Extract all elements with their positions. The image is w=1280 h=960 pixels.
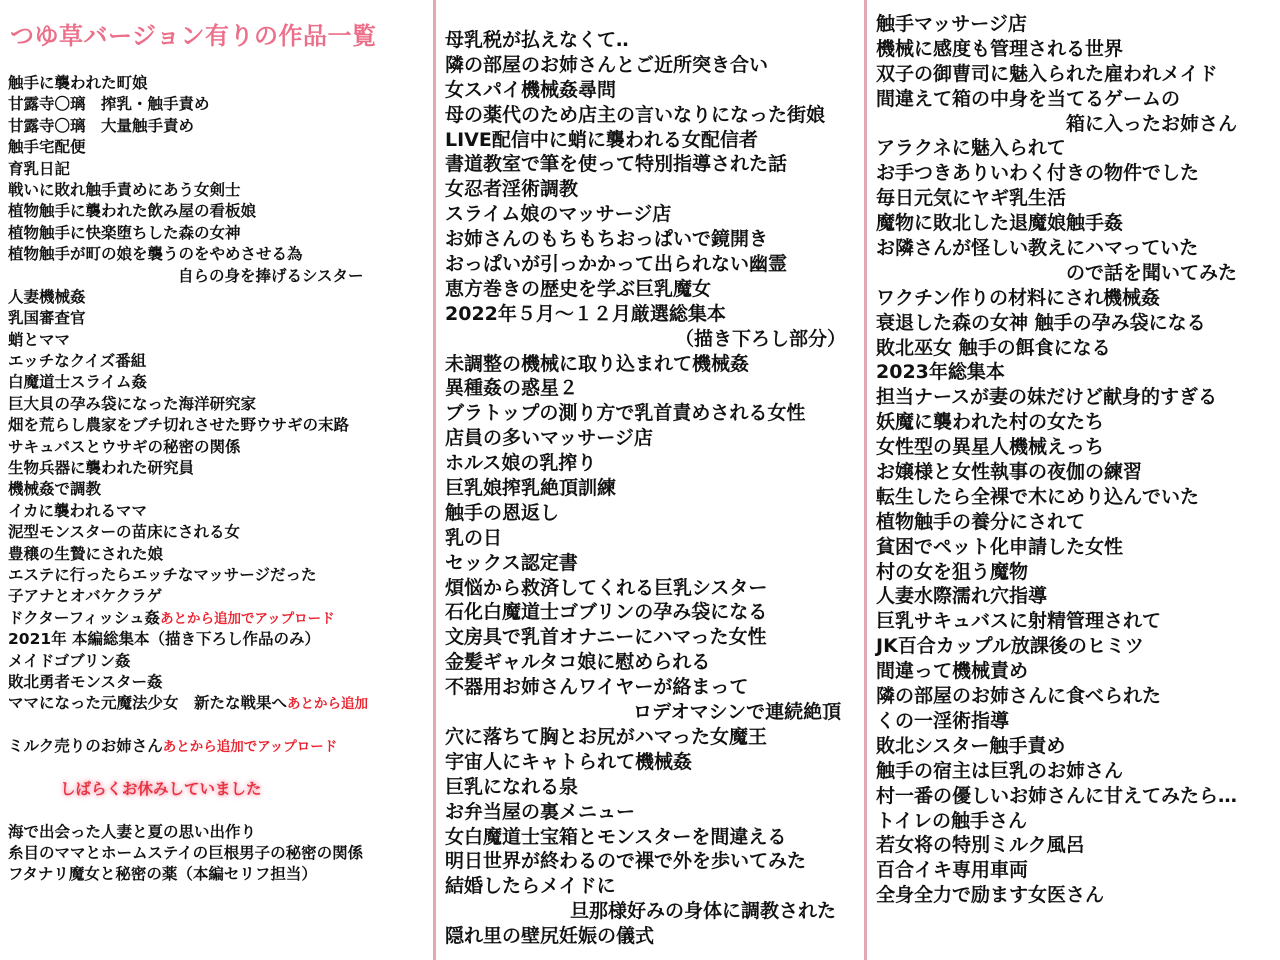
list-item [445,78,846,103]
work-title: 結婚したらメイドに [445,875,616,898]
works-list-1 [8,73,368,886]
list-item [8,565,368,586]
list-item [445,177,846,202]
list-item [445,501,846,526]
list-item [445,825,846,850]
list-item [445,899,846,924]
work-title: 機械姦で調教 [8,480,102,499]
list-item [445,700,846,725]
work-title: お隣さんが怪しい教えにハマっていた [876,237,1199,260]
work-title: 全身全力で励ます女医さん [876,884,1105,907]
work-title: 担当ナースが妻の妹だけど献身的すぎる [876,386,1218,409]
list-item [876,784,1237,809]
column-3 [867,0,1280,960]
list-item [876,435,1237,460]
work-title: 貧困でペット化申請した女性 [876,535,1124,558]
list-item [445,600,846,625]
work-title: 甘露寺〇璃 搾乳・触手責め [8,95,210,114]
list-item [445,526,846,551]
upload-note: あとから追加でアップロード [162,739,338,756]
list-item [445,128,846,153]
list-item [876,883,1237,908]
list-item [876,535,1237,560]
work-title: 巨乳になれる泉 [445,775,579,798]
list-item [8,159,368,180]
work-title: 人妻機械姦 [8,287,86,306]
work-title: 双子の御曹司に魅入られた雇われメイド [876,62,1218,85]
spacer [8,758,368,779]
work-title: 文房具で乳首オナニーにハマった女性 [445,626,767,649]
list-item [445,775,846,800]
work-title: 植物触手の養分にされて [876,510,1086,533]
list-item [876,684,1237,709]
work-title: 未調整の機械に取り込まれて機械姦 [445,352,750,375]
upload-note: あとから追加でアップロード [160,610,335,627]
work-title: 触手の宿主は巨乳のお姉さん [876,759,1124,782]
spacer [8,800,368,821]
work-title: セックス認定書 [445,551,578,574]
work-title: 植物触手が町の娘を襲うのをやめさせる為 [8,245,303,264]
list-item [876,410,1237,435]
work-title: アラクネに魅入られて [876,137,1066,160]
list-item [445,28,846,53]
list-item [8,94,368,115]
column-divider [433,0,436,960]
list-item [8,287,368,308]
list-item [445,650,846,675]
list-item [8,544,368,565]
list-item [8,608,368,629]
work-title: お弁当屋の裏メニュー [445,800,636,823]
list-item [876,261,1237,286]
list-item [8,266,368,287]
list-item [445,53,846,78]
work-title: 女性型の異星人機械えっち [876,436,1105,459]
work-title: 間違って機械責め [876,660,1029,683]
work-title: 巨乳サキュバスに射精管理されて [876,610,1162,633]
list-item [8,180,368,201]
work-title: 隣の部屋のお姉さんに食べられた [876,685,1162,708]
list-item [445,202,846,227]
list-item [8,415,368,436]
work-title: 泥型モンスターの苗床にされる女 [8,523,241,542]
work-title: 敗北シスター触手責め [876,734,1066,757]
work-title: 植物触手に襲われた飲み屋の看板娘 [8,202,257,221]
work-title: 転生したら全裸で木にめり込んでいた [876,485,1200,508]
work-title: 乳国審査官 [8,309,86,328]
column-2 [437,0,863,960]
work-title: 2021年 本編総集本（描き下ろし作品のみ） [8,630,321,649]
work-title: 煩悩から救済してくれる巨乳シスター [445,576,768,599]
work-title: （描き下ろし部分） [675,327,847,350]
list-item [445,551,846,576]
work-title: トイレの触手さん [876,809,1028,832]
work-title: 子アナとオバケクラゲ [8,587,163,606]
list-item [8,629,368,650]
work-title: 百合イキ専用車両 [876,859,1029,882]
works-list-3 [876,12,1237,908]
list-item [876,12,1237,37]
list-item [876,161,1237,186]
list-item [876,809,1237,834]
list-item [445,376,846,401]
list-item [8,73,368,94]
list-item [8,651,368,672]
list-item [445,327,846,352]
list-item [876,510,1237,535]
list-item [876,609,1237,634]
work-title: 穴に落ちて胸とお尻がハマった女魔王 [445,725,768,748]
work-title: 育乳日記 [8,159,71,178]
work-title: エッチなクイズ番組 [8,352,147,371]
work-title: 豊穣の生贄にされた娘 [8,544,164,563]
work-title: 妖魔に襲われた村の女たち [876,411,1105,434]
work-title: 触手の恩返し [445,501,560,524]
work-title: 母の薬代のため店主の言いなりになった街娘 [445,103,826,126]
list-item [8,394,368,415]
work-title: 畑を荒らし農家をブチ切れさせた野ウサギの末路 [8,416,350,435]
work-title: 店員の多いマッサージ店 [445,427,653,450]
column-1 [0,0,433,960]
work-title: 乳の日 [445,526,503,549]
list-item [876,87,1237,112]
work-title: 女白魔道士宝箱とモンスターを間違える [445,825,787,848]
work-title: ホルス娘の乳搾り [445,452,597,475]
list-item [445,874,846,899]
list-item [876,560,1237,585]
list-item [876,833,1237,858]
work-title: 2023年総集本 [876,361,1005,384]
work-title: 戦いに敗れ触手責めにあう女剣士 [8,180,241,199]
work-title: 恵方巻きの歴史を学ぶ巨乳魔女 [445,277,712,300]
work-title: 巨乳娘搾乳絶頂訓練 [445,477,617,500]
work-title: 若女将の特別ミルク風呂 [876,834,1085,857]
work-title: 村の女を狙う魔物 [876,560,1029,583]
list-item [8,330,368,351]
list-item [8,116,368,137]
work-title: 女スパイ機械姦尋問 [445,78,617,101]
work-title: 植物触手に快楽堕ちした森の女神 [8,223,241,242]
work-title: 自らの身を捧げるシスター [178,266,364,285]
work-title: 明日世界が終わるので裸で外を歩いてみた [445,850,807,873]
work-title: 魔物に敗北した退魔娘触手姦 [876,212,1124,235]
list-item [445,152,846,177]
list-item [876,759,1237,784]
spacer [8,715,368,736]
work-title: 2022年５月～１２月厳選総集本 [445,302,726,325]
list-item [8,693,368,714]
list-item [445,451,846,476]
work-title: 女忍者淫術調教 [445,178,579,201]
work-title: 隣の部屋のお姉さんとご近所突き合い [445,53,769,76]
list-item [8,822,368,843]
work-title: 人妻水際濡れ穴指導 [876,585,1048,608]
work-title: 村一番の優しいお姉さんに甘えてみたら… [876,784,1238,807]
list-item [445,352,846,377]
list-item [8,864,368,885]
list-item [445,252,846,277]
list-item [8,736,368,757]
list-item [8,586,368,607]
list-item [445,750,846,775]
list-item [8,372,368,393]
work-title: メイドゴブリン姦 [8,651,131,670]
work-title: 蛸とママ [8,330,71,349]
work-title: 触手マッサージ店 [876,13,1027,35]
list-item [876,286,1237,311]
work-title: 白魔道士スライム姦 [8,373,148,392]
list-item [8,843,368,864]
list-item [8,351,368,372]
work-title: ロデオマシンで連続絶頂 [633,701,842,724]
list-item [876,62,1237,87]
list-item [445,302,846,327]
list-item [445,476,846,501]
work-title: 甘露寺〇璃 大量触手責め [8,116,195,135]
list-item [445,725,846,750]
work-title: 金髪ギャルタコ娘に慰められる [445,651,711,674]
work-title: 宇宙人にキャトられて機械姦 [445,750,693,773]
list-item [8,458,368,479]
work-title: 触手に襲われた町娘 [8,74,148,92]
list-item [8,137,368,158]
work-title: ドクターフィッシュ姦 [8,608,161,627]
list-item [445,625,846,650]
list-item [445,277,846,302]
list-item [876,236,1237,261]
page-title: つゆ草バージョン有りの作品一覧 [10,22,377,50]
list-item [445,227,846,252]
list-item [8,308,368,329]
list-item [876,659,1237,684]
list-item [445,401,846,426]
work-title: 間違えて箱の中身を当てるゲームの [876,87,1181,110]
work-title: 敗北勇者モンスター姦 [8,672,163,691]
work-title: 衰退した森の女神 触手の孕み袋になる [876,311,1206,334]
list-item [445,576,846,601]
work-title: 触手宅配便 [8,138,86,157]
work-title: 毎日元気にヤギ乳生活 [876,187,1067,210]
list-item [8,479,368,500]
work-title: お姉さんのもちもちおっぱいで鏡開き [445,228,769,251]
list-item [445,675,846,700]
work-title: 海で出会った人妻と夏の思い出作り [8,822,257,841]
list-item [8,201,368,222]
list-item [876,311,1237,336]
list-item [876,112,1237,137]
work-title: 書道教室で筆を使って特別指導された話 [445,153,788,176]
list-item [876,709,1237,734]
work-title: 石化白魔道士ゴブリンの孕み袋になる [445,601,768,624]
work-title: サキュバスとウサギの秘密の関係 [8,437,241,456]
list-item [8,672,368,693]
list-item [876,385,1237,410]
work-title: イカに襲われるママ [8,501,148,520]
break-notice-row [8,779,368,800]
list-item [876,136,1237,161]
work-title: 巨大貝の孕み袋になった海洋研究家 [8,394,257,413]
work-title: ワクチン作りの材料にされ機械姦 [876,286,1161,309]
work-title: 生物兵器に襲われた研究員 [8,459,195,478]
break-notice: しばらくお休みしていました [60,779,262,798]
list-item [876,37,1237,62]
list-item [876,460,1237,485]
work-title: ので話を聞いてみた [1066,261,1238,284]
work-title: エステに行ったらエッチなマッサージだった [8,565,317,584]
list-item [876,858,1237,883]
list-item [876,186,1237,211]
list-item [8,244,368,265]
list-item [876,734,1237,759]
work-title: 不器用お姉さんワイヤーが絡まって [445,676,749,699]
list-item [876,584,1237,609]
list-item [8,437,368,458]
list-item [445,103,846,128]
list-item [445,849,846,874]
works-list-2 [445,28,846,949]
work-title: おっぱいが引っかかって出られない幽霊 [445,253,788,276]
work-title: くの一淫術指導 [876,709,1010,732]
work-title: 敗北巫女 触手の餌食になる [876,336,1111,359]
work-title: 箱に入ったお姉さん [1066,112,1238,135]
work-title: ブラトップの測り方で乳首責めされる女性 [445,402,806,425]
list-item [8,223,368,244]
list-item [876,336,1237,361]
list-item [445,924,846,949]
work-title: スライム娘のマッサージ店 [445,203,672,226]
list-item [445,800,846,825]
work-title: 隠れ里の壁尻妊娠の儀式 [445,925,655,948]
list-item [8,501,368,522]
list-item [8,522,368,543]
list-item [876,634,1237,659]
work-title: 糸目のママとホームステイの巨根男子の秘密の関係 [8,844,364,863]
work-title: LIVE配信中に蛸に襲われる女配信者 [445,128,758,151]
work-title: ミルク売りのお姉さん [8,737,163,756]
work-title: フタナリ魔女と秘密の薬（本編セリフ担当） [8,865,317,884]
list-item [876,211,1237,236]
list-item [445,426,846,451]
work-title: JK百合カップル放課後のヒミツ [876,635,1144,658]
list-item [876,485,1237,510]
work-title: お嬢様と女性執事の夜伽の練習 [876,461,1143,484]
list-item [876,360,1237,385]
work-title: 旦那様好みの身体に調教された [570,900,837,923]
work-title: お手つきありいわく付きの物件でした [876,162,1200,185]
upload-note: あとから追加 [287,696,369,713]
work-title: 機械に感度も管理される世界 [876,37,1124,60]
work-title: ママになった元魔法少女 新たな戦果へ [8,694,288,713]
work-title: 母乳税が払えなくて‥ [445,29,629,51]
work-title: 異種姦の惑星２ [445,377,579,400]
